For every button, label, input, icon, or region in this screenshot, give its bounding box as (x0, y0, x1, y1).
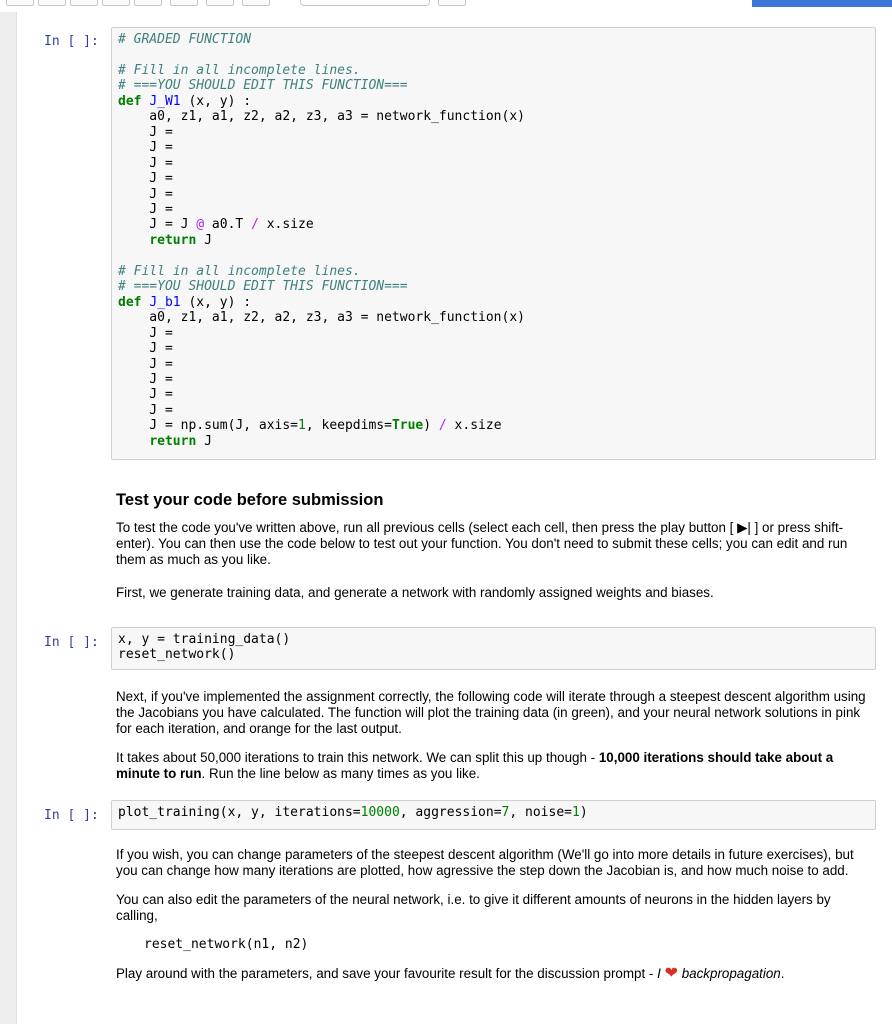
code-token: / (251, 217, 259, 233)
code-line (118, 387, 869, 402)
code-line (118, 47, 869, 62)
code-token: return (149, 232, 197, 248)
code-token: J = J (118, 217, 197, 233)
code-line (118, 140, 869, 155)
code-line (118, 632, 869, 647)
code-token: ) (579, 805, 588, 820)
code-cell-graded[interactable] (111, 27, 876, 460)
code-token: True (391, 418, 424, 434)
code-token: , aggression= (399, 805, 502, 820)
code-cell-plot-training[interactable] (111, 800, 876, 830)
code-line (118, 264, 869, 279)
code-token: def (118, 93, 142, 109)
text: . Run the line below as many times as you like. (201, 766, 480, 781)
code-line (118, 326, 869, 341)
code-token: reset_network() (118, 647, 236, 663)
code-token: x, y = training_data() (118, 632, 291, 647)
code-token: J = (118, 356, 173, 372)
code-token: a0, z1, a1, z2, a2, z3, a3 = network_function(x) (118, 109, 525, 125)
code-editor[interactable] (118, 32, 869, 449)
code-token: a0, z1, a1, z2, a2, z3, a3 = network_function(x) (118, 310, 525, 326)
code-token: # ===YOU SHOULD EDIT THIS FUNCTION=== (118, 78, 408, 94)
code-token (118, 434, 149, 449)
code-token: 10000 (360, 805, 400, 820)
code-token: J = (118, 124, 173, 140)
code-line (118, 341, 869, 356)
code-editor[interactable] (118, 632, 869, 663)
code-token: # GRADED FUNCTION (118, 32, 252, 47)
code-token: / (438, 418, 447, 434)
toolbar-button[interactable] (170, 0, 198, 6)
code-token: J = (118, 155, 173, 171)
code-token: , noise= (509, 805, 572, 820)
submit-button[interactable] (752, 0, 892, 7)
code-token: @ (196, 217, 205, 233)
bold-text: 10,000 iterations should take about a minute to run (116, 750, 834, 781)
toolbar-button[interactable] (438, 0, 466, 6)
toolbar-button[interactable] (134, 0, 162, 6)
section-heading: Test your code before submission (116, 491, 384, 509)
code-token: x.size (258, 217, 314, 233)
markdown-cell-test (116, 490, 868, 601)
toolbar-button[interactable] (242, 0, 270, 6)
code-token: J = (118, 171, 173, 187)
code-token: J_W1 (149, 93, 181, 109)
italic-text: I (657, 966, 661, 981)
code-editor[interactable] (118, 805, 869, 820)
code-line (118, 403, 869, 418)
code-line (118, 647, 869, 662)
code-token: a0.T (204, 217, 252, 233)
paragraph: First, we generate training data, and generate a network with randomly assigned weights and biases. (116, 585, 714, 600)
toolbar-button[interactable] (38, 0, 66, 6)
toolbar-button[interactable] (6, 0, 34, 6)
code-token: x.size (446, 418, 502, 434)
code-token: 1 (571, 805, 580, 820)
code-line (118, 171, 869, 186)
code-token: plot_training(x, y, iterations= (118, 805, 361, 820)
toolbar-button[interactable] (70, 0, 98, 6)
code-token: 1 (298, 418, 306, 434)
code-line (118, 217, 869, 232)
paragraph (116, 750, 868, 782)
code-line (118, 109, 869, 124)
code-line (118, 63, 869, 78)
markdown-cell-parameters (116, 847, 868, 982)
code-line (118, 32, 869, 47)
code-token: J = (118, 387, 173, 403)
code-token: J = (118, 341, 173, 357)
code-token: ) (423, 418, 439, 434)
cell-prompt: In [ ]: (44, 34, 99, 49)
code-token: J (196, 232, 212, 248)
toolbar-button[interactable] (206, 0, 234, 6)
cell-prompt: In [ ]: (44, 635, 99, 650)
code-token: # ===YOU SHOULD EDIT THIS FUNCTION=== (118, 279, 408, 295)
code-token: def (118, 294, 142, 310)
markdown-cell-training (116, 689, 868, 782)
cell-prompt: In [ ]: (44, 808, 99, 823)
code-cell-training-data[interactable] (111, 627, 876, 670)
code-token: J = np.sum(J, axis= (118, 418, 299, 434)
code-token: # Fill in all incomplete lines. (118, 62, 361, 78)
code-line (118, 156, 869, 171)
text: Play around with the parameters, and save your favourite result for the discussion prompt - (116, 966, 658, 981)
code-line (118, 202, 869, 217)
toolbar-button[interactable] (102, 0, 130, 6)
code-line (118, 233, 869, 248)
paragraph: To test the code you've written above, run all previous cells (select each cell, then press the play button [ ▶| ] or press shift-enter). You can then use the code below to test out your function. You don't need to submit these cells; you can edit and run them as much as you like. (116, 520, 848, 567)
paragraph: Play around with the parameters, and save your favourite result for the discussion prompt - I ❤ backpropagation. (116, 965, 785, 982)
code-token: J_b1 (149, 294, 181, 310)
code-token (118, 233, 149, 248)
code-token: , keepdims= (305, 418, 392, 434)
paragraph: You can also edit the parameters of the neural network, i.e. to give it different amounts of neurons in the hidden layers by calling, (116, 892, 831, 923)
code-line (118, 94, 869, 109)
notebook-toolbar (0, 0, 892, 12)
code-token: J = (118, 140, 173, 156)
code-line (118, 78, 869, 93)
code-token: 7 (501, 805, 510, 820)
heart-icon: ❤ (664, 965, 678, 982)
inline-code: reset_network(n1, n2) (144, 937, 309, 952)
code-token: J = (118, 186, 173, 202)
code-line (118, 357, 869, 372)
code-line (118, 418, 869, 433)
code-line (118, 295, 869, 310)
code-token: # Fill in all incomplete lines. (118, 263, 361, 279)
code-token: return (149, 433, 197, 449)
code-token: J = (118, 201, 173, 217)
cell-type-select[interactable] (300, 0, 430, 6)
code-line (118, 248, 869, 263)
code-token: (x, y) : (180, 93, 252, 109)
code-line (118, 805, 869, 820)
code-line (118, 372, 869, 387)
code-line (118, 187, 869, 202)
code-line (118, 434, 869, 449)
code-token: J (196, 433, 212, 449)
code-token: (x, y) : (180, 294, 252, 310)
paragraph: Next, if you've implemented the assignment correctly, the following code will iterate through a steepest descent algorithm using the Jacobians you have calculated. The function will plot the training data (in green), and your neural network solutions in pink for each iteration, and orange for the last output. (116, 689, 866, 736)
italic-text: backpropagation (681, 966, 781, 981)
code-line (118, 310, 869, 325)
code-token: J = (118, 402, 173, 418)
code-line (118, 279, 869, 294)
paragraph: If you wish, you can change parameters of the steepest descent algorithm (We'll go into more details in future exercises), but you can change how many iterations are plotted, how agressive the step down the Jacobian is, and how much noise to add. (116, 847, 854, 878)
code-line (118, 125, 869, 140)
code-token: J = (118, 325, 173, 341)
text: It takes about 50,000 iterations to train this network. We can split this up though - (116, 750, 599, 765)
code-token: J = (118, 371, 173, 387)
